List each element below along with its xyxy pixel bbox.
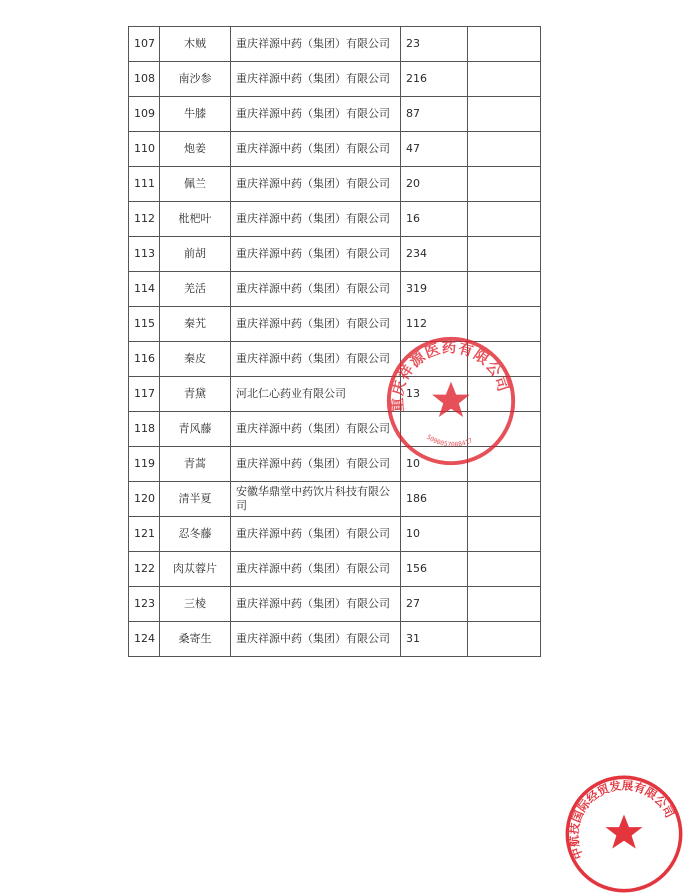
remark-cell (468, 622, 541, 657)
seal-ring (567, 777, 680, 890)
table-row (129, 27, 541, 62)
company-seal (562, 772, 686, 896)
remark-cell (468, 307, 541, 342)
table-row (129, 272, 541, 307)
row-number-cell: 115 (129, 307, 160, 342)
supplier-cell: 重庆祥源中药（集团）有限公司 (231, 97, 401, 132)
table-row (129, 377, 541, 412)
row-number-cell: 113 (129, 237, 160, 272)
supplier-cell: 重庆祥源中药（集团）有限公司 (231, 587, 401, 622)
remark-cell (468, 62, 541, 97)
supplier-cell: 重庆祥源中药（集团）有限公司 (231, 202, 401, 237)
supplier-cell: 重庆祥源中药（集团）有限公司 (231, 27, 401, 62)
row-number-cell: 118 (129, 412, 160, 447)
remark-cell (468, 517, 541, 552)
quantity-cell: 23 (401, 27, 468, 62)
table-row (129, 62, 541, 97)
row-number-cell: 119 (129, 447, 160, 482)
row-number-cell: 120 (129, 482, 160, 517)
remark-cell (468, 167, 541, 202)
table-row (129, 587, 541, 622)
remark-cell (468, 202, 541, 237)
table-row (129, 552, 541, 587)
quantity-cell: 20 (401, 167, 468, 202)
medicine-name-cell: 肉苁蓉片 (160, 552, 231, 587)
table-row (129, 202, 541, 237)
supplier-cell: 河北仁心药业有限公司 (231, 377, 401, 412)
supplier-cell: 安徽华鼎堂中药饮片科技有限公司 (231, 482, 401, 517)
table-row (129, 97, 541, 132)
table-row (129, 342, 541, 377)
quantity-cell: 10 (401, 517, 468, 552)
medicine-supplier-table (128, 26, 541, 657)
supplier-cell: 重庆祥源中药（集团）有限公司 (231, 622, 401, 657)
table-row (129, 517, 541, 552)
table-row (129, 307, 541, 342)
table-row (129, 132, 541, 167)
medicine-name-cell: 青蒿 (160, 447, 231, 482)
quantity-cell: 31 (401, 622, 468, 657)
quantity-cell: 16 (401, 202, 468, 237)
quantity-cell: 216 (401, 62, 468, 97)
remark-cell (468, 342, 541, 377)
row-number-cell: 108 (129, 62, 160, 97)
remark-cell (468, 447, 541, 482)
remark-cell (468, 132, 541, 167)
supplier-cell: 重庆祥源中药（集团）有限公司 (231, 132, 401, 167)
company-seal-text: 中航技国际经贸发展有限公司 (566, 778, 677, 862)
remark-cell (468, 272, 541, 307)
supplier-cell: 重庆祥源中药（集团）有限公司 (231, 447, 401, 482)
medicine-name-cell: 南沙参 (160, 62, 231, 97)
medicine-name-cell: 青黛 (160, 377, 231, 412)
star-icon (605, 815, 642, 849)
medicine-name-cell: 炮姜 (160, 132, 231, 167)
supplier-cell: 重庆祥源中药（集团）有限公司 (231, 62, 401, 97)
medicine-name-cell: 三棱 (160, 587, 231, 622)
table-row (129, 412, 541, 447)
remark-cell (468, 237, 541, 272)
table-body (129, 27, 541, 657)
company-seal-graphic (562, 772, 686, 896)
quantity-cell: 112 (401, 307, 468, 342)
supplier-cell: 重庆祥源中药（集团）有限公司 (231, 517, 401, 552)
row-number-cell: 117 (129, 377, 160, 412)
row-number-cell: 124 (129, 622, 160, 657)
medicine-name-cell: 牛膝 (160, 97, 231, 132)
supplier-cell: 重庆祥源中药（集团）有限公司 (231, 552, 401, 587)
supplier-cell: 重庆祥源中药（集团）有限公司 (231, 272, 401, 307)
supplier-cell: 重庆祥源中药（集团）有限公司 (231, 237, 401, 272)
quantity-cell: 186 (401, 482, 468, 517)
supplier-cell: 重庆祥源中药（集团）有限公司 (231, 342, 401, 377)
remark-cell (468, 587, 541, 622)
quantity-cell: 10 (401, 447, 468, 482)
remark-cell (468, 27, 541, 62)
row-number-cell: 107 (129, 27, 160, 62)
quantity-cell: 87 (401, 97, 468, 132)
remark-cell (468, 482, 541, 517)
quantity-cell: 156 (401, 552, 468, 587)
table-row (129, 237, 541, 272)
table-row (129, 447, 541, 482)
medicine-name-cell: 木贼 (160, 27, 231, 62)
row-number-cell: 123 (129, 587, 160, 622)
row-number-cell: 110 (129, 132, 160, 167)
quantity-cell: 13 (401, 377, 468, 412)
medicine-name-cell: 羌活 (160, 272, 231, 307)
remark-cell (468, 97, 541, 132)
row-number-cell: 112 (129, 202, 160, 237)
medicine-name-cell: 佩兰 (160, 167, 231, 202)
medicine-name-cell: 清半夏 (160, 482, 231, 517)
remark-cell (468, 412, 541, 447)
supplier-seal-text: 重庆祥源医药有限公司 (389, 339, 512, 413)
quantity-cell: 27 (401, 587, 468, 622)
row-number-cell: 122 (129, 552, 160, 587)
medicine-name-cell: 秦皮 (160, 342, 231, 377)
remark-cell (468, 552, 541, 587)
supplier-seal-code: 5000057008417 (425, 433, 474, 449)
table-row (129, 622, 541, 657)
medicine-name-cell: 枇杷叶 (160, 202, 231, 237)
quantity-cell (401, 342, 468, 377)
row-number-cell: 121 (129, 517, 160, 552)
row-number-cell: 109 (129, 97, 160, 132)
quantity-cell: 47 (401, 132, 468, 167)
supplier-cell: 重庆祥源中药（集团）有限公司 (231, 307, 401, 342)
medicine-name-cell: 桑寄生 (160, 622, 231, 657)
medicine-name-cell: 秦艽 (160, 307, 231, 342)
row-number-cell: 116 (129, 342, 160, 377)
quantity-cell (401, 412, 468, 447)
row-number-cell: 114 (129, 272, 160, 307)
quantity-cell: 319 (401, 272, 468, 307)
supplier-cell: 重庆祥源中药（集团）有限公司 (231, 412, 401, 447)
table-row (129, 482, 541, 517)
medicine-name-cell: 前胡 (160, 237, 231, 272)
supplier-cell: 重庆祥源中药（集团）有限公司 (231, 167, 401, 202)
row-number-cell: 111 (129, 167, 160, 202)
medicine-name-cell: 忍冬藤 (160, 517, 231, 552)
medicine-name-cell: 青风藤 (160, 412, 231, 447)
remark-cell (468, 377, 541, 412)
quantity-cell: 234 (401, 237, 468, 272)
table-row (129, 167, 541, 202)
